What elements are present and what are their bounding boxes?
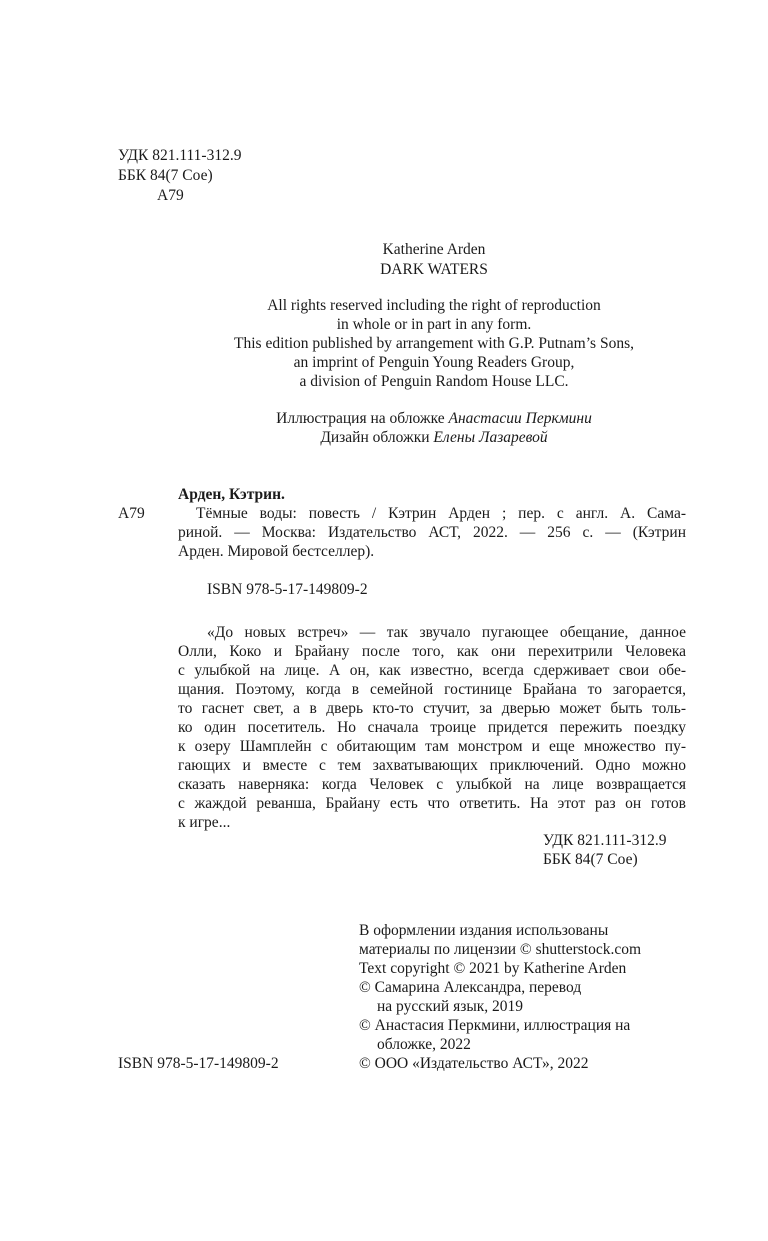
- annotation-line: гающих и вместе с тем захватывающих приключений. Одно можно: [178, 757, 686, 774]
- annotation-line: с улыбкой на лице. А он, как известно, всегда сдерживает свои обе-: [178, 662, 686, 679]
- catalog-line: Арден. Мировой бестселлер).: [178, 543, 375, 560]
- original-title: DARK WATERS: [380, 261, 488, 278]
- footer-isbn: ISBN 978-5-17-149809-2: [118, 1055, 279, 1072]
- copyright-line: © ООО «Издательство АСТ», 2022: [359, 1055, 589, 1072]
- copyright-line: обложке, 2022: [377, 1036, 471, 1053]
- bbk-code: ББК 84(7 Сое): [118, 167, 213, 184]
- catalog-author-heading: Арден, Кэтрин.: [178, 486, 285, 503]
- rights-line: This edition published by arrangement with G.P. Putnam’s Sons,: [234, 335, 634, 352]
- design-credit: [0, 428, 768, 447]
- annotation-line: ко один посетитель. Но сначала троице придется пережить поездку: [178, 719, 686, 736]
- annotation-line: с жаждой реванша, Брайану есть что ответить. На этот раз он готов: [178, 795, 686, 812]
- design-name: Елены Лазаревой: [433, 429, 548, 446]
- annotation-line: Олли, Коко и Брайану после того, как они перехитрили Человека: [178, 643, 686, 660]
- rights-line: All rights reserved including the right of reproduction: [267, 297, 601, 314]
- rights-line: in whole or in part in any form.: [336, 316, 532, 333]
- annotation-line: сказать наверняка: когда Человек с улыбкой на лице возвращается: [178, 776, 686, 793]
- catalog-mark: А79: [118, 505, 145, 522]
- annotation-line: то гаснет свет, а в дверь кто-то стучит, за дверью может быть толь-: [178, 700, 686, 717]
- catalog-isbn: ISBN 978-5-17-149809-2: [207, 581, 368, 598]
- illustration-label: Иллюстрация на обложке: [276, 410, 445, 427]
- udk-code: УДК 821.111-312.9: [118, 147, 242, 164]
- copyright-line: © Самарина Александра, перевод: [359, 979, 582, 996]
- annotation-bbk: ББК 84(7 Сое): [543, 851, 638, 868]
- copyright-line: В оформлении издания использованы: [359, 922, 609, 939]
- annotation-line: к игре...: [178, 814, 231, 831]
- annotation-udk: УДК 821.111-312.9: [543, 832, 667, 849]
- copyright-line: на русский язык, 2019: [377, 998, 524, 1015]
- catalog-line: Тёмные воды: повесть / Кэтрин Арден ; пер. с англ. А. Сама-: [196, 505, 686, 522]
- annotation-line: к озеру Шамплейн с обитающим там монстром и еще множество пу-: [178, 738, 686, 755]
- catalog-line: риной. — Москва: Издательство АСТ, 2022. — 256 с. — (Кэтрин: [178, 524, 686, 541]
- illustration-name: Анастасии Перкмини: [448, 410, 592, 427]
- copyright-line: материалы по лицензии © shutterstock.com: [359, 941, 642, 958]
- copyright-line: © Анастасия Перкмини, иллюстрация на: [359, 1017, 631, 1034]
- annotation-line: щания. Поэтому, когда в семейной гостинице Брайана то загорается,: [178, 681, 686, 698]
- design-label: Дизайн обложки: [320, 429, 430, 446]
- annotation-line: «До новых встреч» — так звучало пугающее обещание, данное: [207, 624, 686, 641]
- author-mark: А79: [157, 187, 184, 204]
- illustration-credit: [0, 409, 768, 428]
- rights-line: an imprint of Penguin Young Readers Group,: [293, 354, 575, 371]
- copyright-line: Text copyright © 2021 by Katherine Arden: [359, 960, 627, 977]
- original-author: Katherine Arden: [382, 241, 486, 258]
- rights-line: a division of Penguin Random House LLC.: [299, 373, 569, 390]
